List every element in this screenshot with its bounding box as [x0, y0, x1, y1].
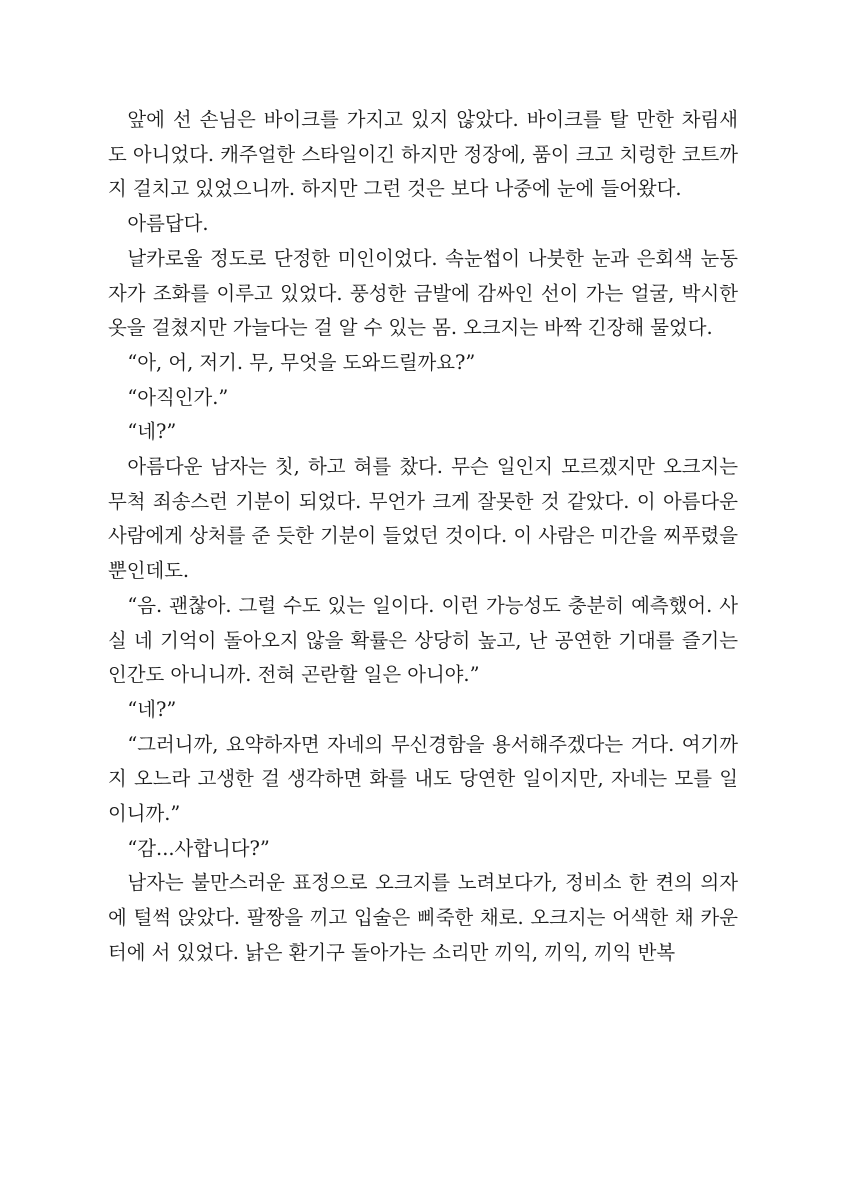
paragraph-2: 아름답다. — [127, 212, 209, 236]
paragraph-10: “그러니까, 요약하자면 자네의 무신경함을 용서해주겠다는 거다. 여기까지 오느라 고생한 걸 생각하면 화를 내도 당연한 일이지만, 자네는 모를 일이니까.” — [108, 732, 738, 826]
paragraph-4: “아, 어, 저기. 무, 무엇을 도와드릴까요?” — [127, 350, 476, 374]
paragraph-1: 앞에 선 손님은 바이크를 가지고 있지 않았다. 바이크를 탈 만한 차림새도 아니었다. 캐주얼한 스타일이긴 하지만 정장에, 품이 크고 치렁한 코트까지 걸치고 있었으니까. 하지만 그런 것은 보다 나중에 눈에 들어왔다. — [108, 108, 738, 201]
paragraph-12: 남자는 불만스러운 표정으로 오크지를 노려보다가, 정비소 한 켠의 의자에 털썩 앉았다. 팔짱을 끼고 입술은 삐죽한 채로. 오크지는 어색한 채 카운터에 서 있었다. 낡은 환기구 돌아가는 소리만 끼익, 끼익, 끼익 반복 — [108, 871, 738, 964]
paragraph-9: “네?” — [127, 697, 177, 721]
paragraph-8: “음. 괜찮아. 그럴 수도 있는 일이다. 이런 가능성도 충분히 예측했어. 사실 네 기억이 돌아오지 않을 확률은 상당히 높고, 난 공연한 기대를 즐기는 인간도 아니니까. 전혀 곤란할 일은 아니야.” — [108, 593, 738, 687]
paragraph-5: “아직인가.” — [127, 385, 229, 409]
paragraph-6: “네?” — [127, 420, 177, 444]
paragraph-3: 날카로울 정도로 단정한 미인이었다. 속눈썹이 나붓한 눈과 은회색 눈동자가 조화를 이루고 있었다. 풍성한 금발에 감싸인 선이 가는 얼굴, 박시한 옷을 걸쳤지만 가늘다는 걸 알 수 있는 몸. 오크지는 바짝 긴장해 물었다. — [108, 246, 738, 340]
paragraph-7: 아름다운 남자는 칫, 하고 혀를 찼다. 무슨 일인지 모르겠지만 오크지는 무척 죄송스런 기분이 되었다. 무언가 크게 잘못한 것 같았다. 이 아름다운 사람에게 상처를 준 듯한 기분이 들었던 것이다. 이 사람은 미간을 찌푸렸을 뿐인데도. — [108, 455, 738, 583]
paragraph-11: “감...사합니다?” — [127, 836, 270, 860]
page-body — [108, 103, 738, 971]
